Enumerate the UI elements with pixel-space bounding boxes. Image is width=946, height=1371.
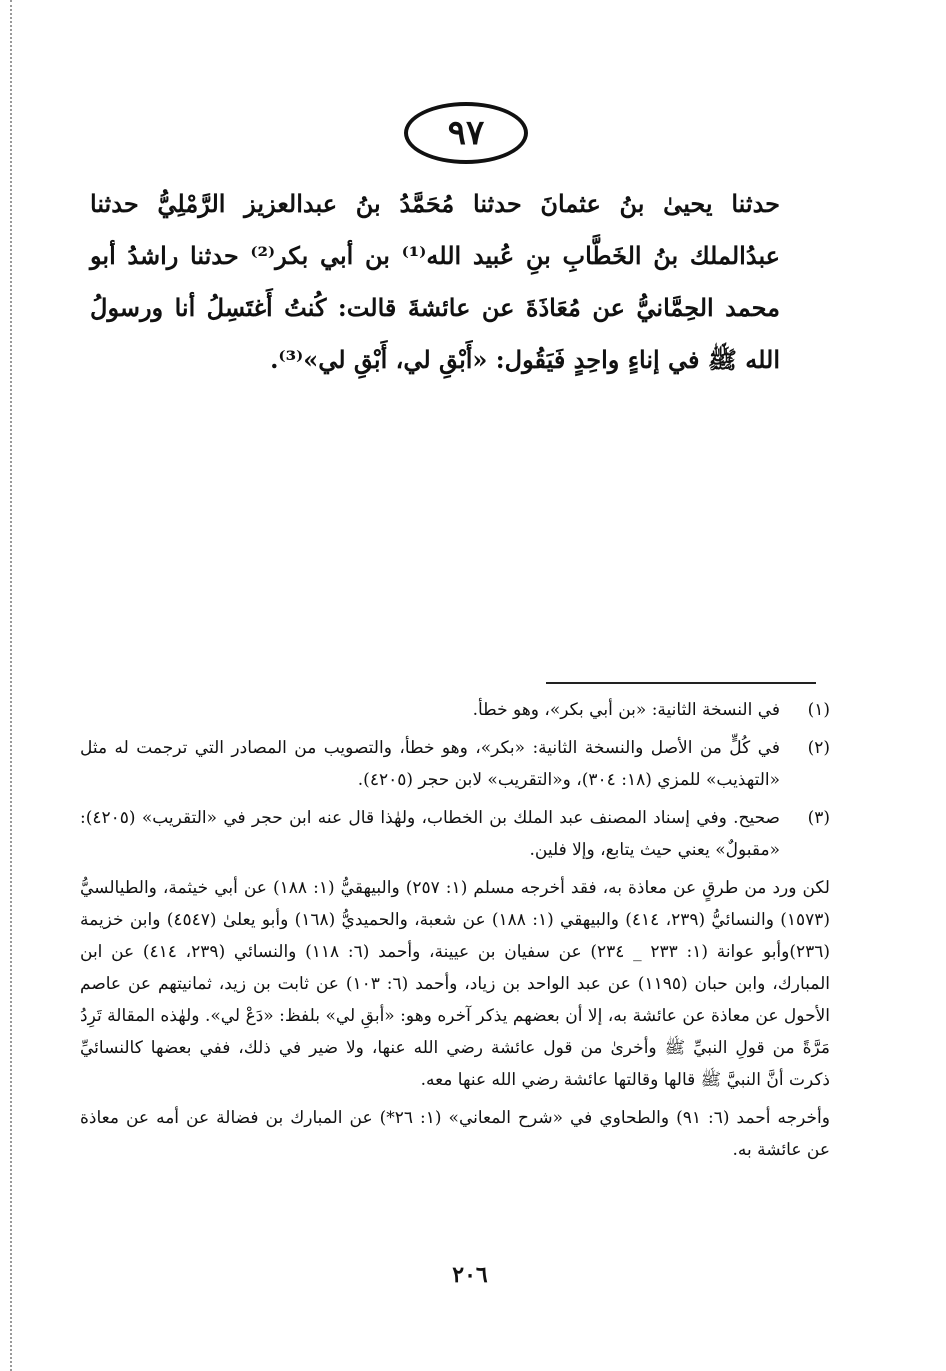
footnote-1 — [80, 694, 830, 726]
hadith-number: ٩٧ — [447, 113, 485, 153]
footnote-separator — [546, 682, 816, 684]
margin-dotted-line — [10, 0, 12, 1371]
footnote-2 — [80, 732, 830, 796]
page-number: ٢٠٦ — [452, 1262, 488, 1288]
footnote-3-continuation: لكن ورد من طرقٍ عن معاذة به، فقد أخرجه مسلم (١: ٢٥٧) والبيهقيُّ (١: ١٨٨) عن أبي خيثمة، والطيالسيُّ (١٥٧٣) والنسائيُّ (٢٣٩، ٤١٤) والبيهقي (١: ١٨٨) عن شعبة، والحميديُّ (١٦٨) وأبو يعلىٰ (٤٥٤٧) وابن خزيمة (٢٣٦)وأبو عوانة (١: ٢٣٣ _ ٢٣٤) عن سفيان بن عيينة، وأحمد (٦: ١١٨) والنسائي (٢٣٩، ٤١٤) عن ابن المبارك، وابن حبان (١١٩٥) عن عبد الواحد بن زياد، وأحمد (٦: ١٠٣) عن ثابت بن زيد، ثمانيتهم عن عاصم الأحول عن معاذة عن عائشة به، إلا أن بعضهم يذكر آخره وهو: «أبقِ لي» بلفظ: «دَعْ لي». ولهٰذه المقالة تَرِدُ مَرَّةً من قولِ النبيِّ ﷺ وأخرىٰ من قول عائشة رضي الله عنها، ولا ضير في ذلك، ففي بعضها كالنسائيِّ ذكرت أنَّ النبيَّ ﷺ قالها وقالتها عائشة رضي الله عنها معه. — [80, 878, 831, 1090]
footnote-3-continuation: وأخرجه أحمد (٦: ٩١) والطحاوي في «شرح المعاني» (١: ٢٦*) عن المبارك بن فضالة عن أمه عن معاذة عن عائشة به. — [80, 1108, 830, 1160]
footnote-3 — [80, 802, 830, 866]
footnote-number: (١) — [807, 700, 830, 720]
footnote-text: في كُلٍّ من الأصل والنسخة الثانية: «بكر»، وهو خطأ، والتصويب من المصادر التي ترجمت له مثل «التهذيب» للمزي (١٨: ٣٠٤)، و«التقريب» لابن حجر (٤٢٠٥). — [80, 738, 780, 790]
hadith-text: حدثنا يحيىٰ بنُ عثمانَ حدثنا مُحَمَّدُ بنُ عبدالعزيز الرَّمْلِيُّ حدثنا عبدُالملك بنُ الخَطَّابِ بنِ عُبيد الله⁽¹⁾ بن أبي بكر⁽²⁾ حدثنا راشدُ أبو محمد الحِمَّانيُّ عن مُعَاذَةَ عن عائشةَ قالت: كُنتُ أَغتَسِلُ أنا ورسولُ الله ﷺ في إناءٍ واحِدٍ فَيَقُول: «أَبْقِ لي، أَبْقِ لي»⁽³⁾. — [90, 189, 781, 374]
footnote-text: صحيح. وفي إسناد المصنف عبد الملك بن الخطاب، ولهٰذا قال عنه ابن حجر في «التقريب» (٤٢٠٥): «مقبولٌ» يعني حيث يتابع، وإلا فلين. — [80, 808, 780, 860]
footnotes — [80, 694, 830, 1172]
footnote-number: (٢) — [807, 738, 830, 758]
hadith-number-badge — [404, 102, 528, 164]
footnote-text: في النسخة الثانية: «بن أبي بكر»، وهو خطأ. — [472, 700, 780, 720]
hadith-text-block — [90, 178, 780, 386]
footnote-number: (٣) — [807, 808, 830, 828]
